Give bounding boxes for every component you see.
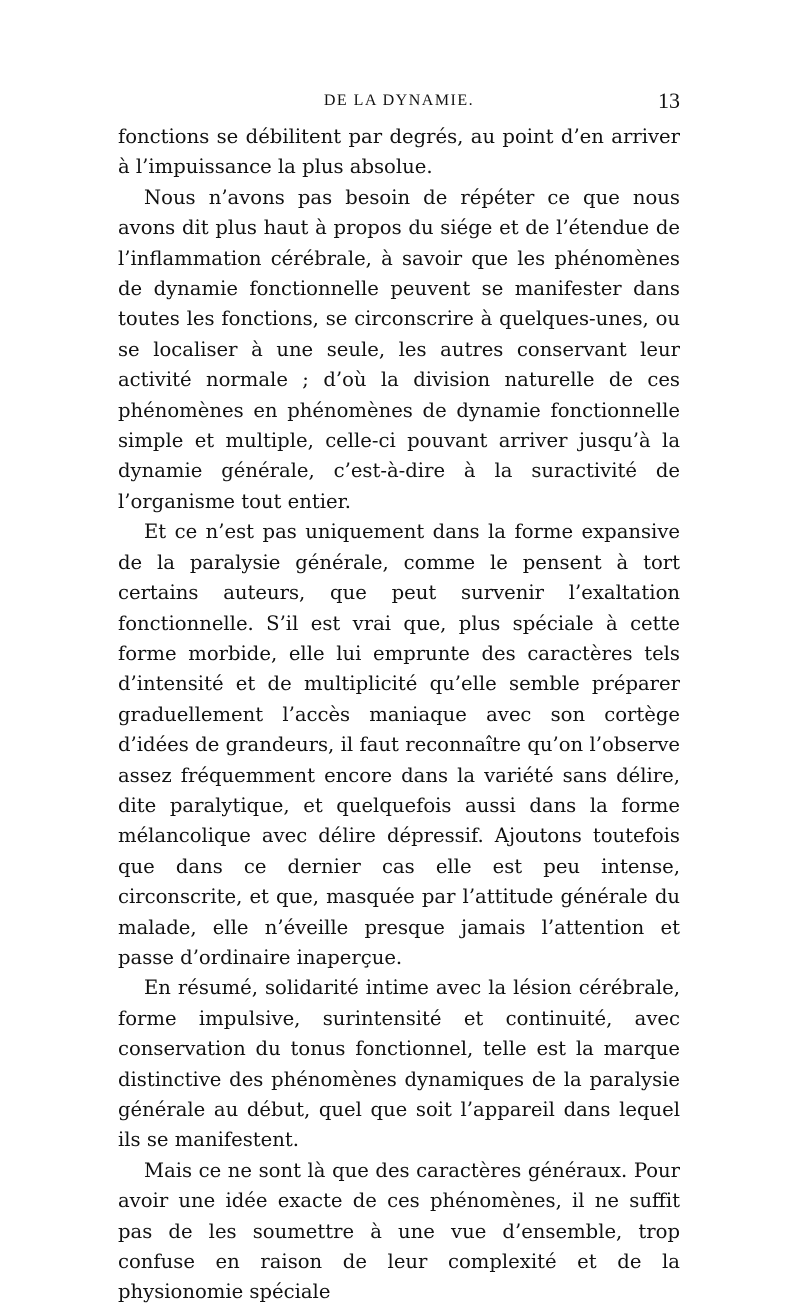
body-text xyxy=(118,122,680,1308)
paragraph-4: En résumé, solidarité intime avec la lésion cérébrale, forme impulsive, surintensité et continuité, avec conservation du tonus fonctionnel, telle est la marque distinctive des phénomènes dynamiques de la paralysie générale au début, quel que soit l’appareil dans lequel ils se manifestent. xyxy=(118,976,680,1152)
running-head xyxy=(118,88,680,116)
paragraph-3: Et ce n’est pas uniquement dans la forme expansive de la paralysie générale, comme le pensent à tort certains auteurs, que peut survenir l’exaltation fonctionnelle. S’il est vrai que, plus spéciale à cette forme morbide, elle lui emprunte des caractères tels d’intensité et de multiplicité qu’elle semble préparer graduellement l’accès maniaque avec son cortège d’idées de grandeurs, il faut reconnaître qu’on l’observe assez fréquemment encore dans la variété sans délire, dite paralytique, et quelquefois aussi dans la forme mélancolique avec délire dépressif. Ajoutons toutefois que dans ce dernier cas elle est peu intense, circonscrite, et que, masquée par l’attitude générale du malade, elle n’éveille presque jamais l’attention et passe d’ordinaire inaperçue. xyxy=(118,520,680,969)
paragraph-2: Nous n’avons pas besoin de répéter ce que nous avons dit plus haut à propos du siége et de l’étendue de l’inflammation cérébrale, à savoir que les phénomènes de dynamie fonctionnelle peuvent se manifester dans toutes les fonctions, se circonscrire à quelques-unes, ou se localiser à une seule, les autres conservant leur activité normale ; d’où la division naturelle de ces phénomènes en phénomènes de dynamie fonctionnelle simple et multiple, celle-ci pouvant arriver jusqu’à la dynamie générale, c’est-à-dire à la suractivité de l’organisme tout entier. xyxy=(118,185,680,513)
running-title: DE LA DYNAMIE. xyxy=(323,92,475,109)
page-number: 13 xyxy=(658,88,680,113)
paragraph-1: fonctions se débilitent par degrés, au point d’en arriver à l’impuissance la plus absolue. xyxy=(118,125,680,179)
paragraph-5: Mais ce ne sont là que des caractères généraux. Pour avoir une idée exacte de ces phénomènes, il ne suffit pas de les soumettre à une vue d’ensemble, trop confuse en raison de leur complexité et de la physionomie spéciale xyxy=(118,1158,680,1304)
